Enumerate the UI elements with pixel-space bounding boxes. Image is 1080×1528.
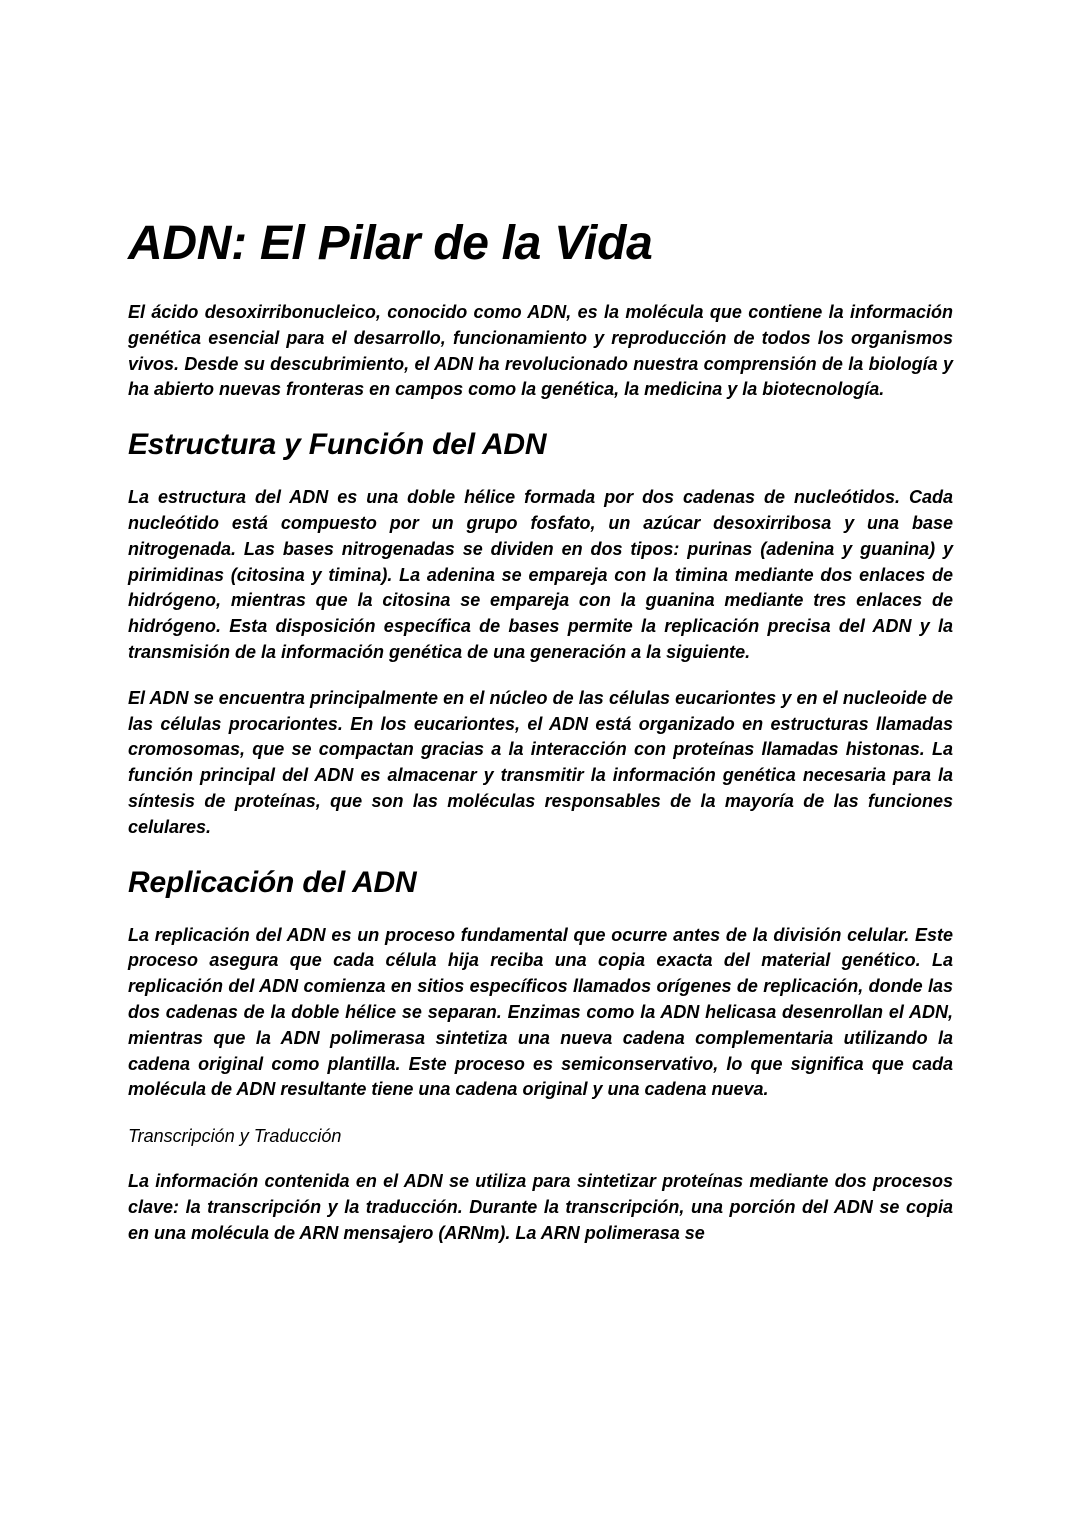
subheading-transcription: Transcripción y Traducción bbox=[128, 1126, 342, 1147]
document-page bbox=[128, 212, 953, 1267]
structure-paragraph-1: La estructura del ADN es una doble hélice formada por dos cadenas de nucleótidos. Cada nucleótido está compuesto por un grupo fosfato, un azúcar desoxirribosa y una base nitrogenada. Las bases nitrogenadas se dividen en dos tipos: purinas (adenina y guanina) y pirimidinas (citosina y timina). La adenina se empareja con la timina mediante dos enlaces de hidrógeno, mientras que la citosina se empareja con la guanina mediante tres enlaces de hidrógeno. Esta disposición específica de bases permite la replicación precisa del ADN y la transmisión de la información genética de una generación a la siguiente. bbox=[128, 487, 953, 662]
document-title: ADN: El Pilar de la Vida bbox=[128, 217, 653, 270]
transcription-paragraph: La información contenida en el ADN se utiliza para sintetizar proteínas mediante dos procesos clave: la transcripción y la traducción. Durante la transcripción, una porción del ADN se copia en una molécula de ARN mensajero (ARNm). La ARN polimerasa se bbox=[128, 1171, 953, 1243]
structure-paragraph-2: El ADN se encuentra principalmente en el núcleo de las células eucariontes y en el nucleoide de las células procariontes. En los eucariontes, el ADN está organizado en estructuras llamadas cromosomas, que se compactan gracias a la interacción con proteínas llamadas histonas. La función principal del ADN es almacenar y transmitir la información genética necesaria para la síntesis de proteínas, que son las moléculas responsables de la mayoría de las funciones celulares. bbox=[128, 687, 953, 837]
replication-paragraph: La replicación del ADN es un proceso fundamental que ocurre antes de la división celular. Este proceso asegura que cada célula hija reciba una copia exacta del material genético. La replicación del ADN comienza en sitios específicos llamados orígenes de replicación, donde las dos cadenas de la doble hélice se separan. Enzimas como la ADN helicasa desenrollan el ADN, mientras que la ADN polimerasa sintetiza una nueva cadena complementaria utilizando la cadena original como plantilla. Este proceso es semiconservativo, lo que significa que cada molécula de ADN resultante tiene una cadena original y una cadena nueva. bbox=[128, 924, 953, 1100]
section-heading-replication: Replicación del ADN bbox=[128, 865, 417, 899]
intro-paragraph: El ácido desoxirribonucleico, conocido como ADN, es la molécula que contiene la información genética esencial para el desarrollo, funcionamiento y reproducción de todos los organismos vivos. Desde su descubrimiento, el ADN ha revolucionado nuestra comprensión de la biología y ha abierto nuevas fronteras en campos como la genética, la medicina y la biotecnología. bbox=[128, 302, 953, 400]
section-heading-structure: Estructura y Función del ADN bbox=[128, 428, 547, 462]
